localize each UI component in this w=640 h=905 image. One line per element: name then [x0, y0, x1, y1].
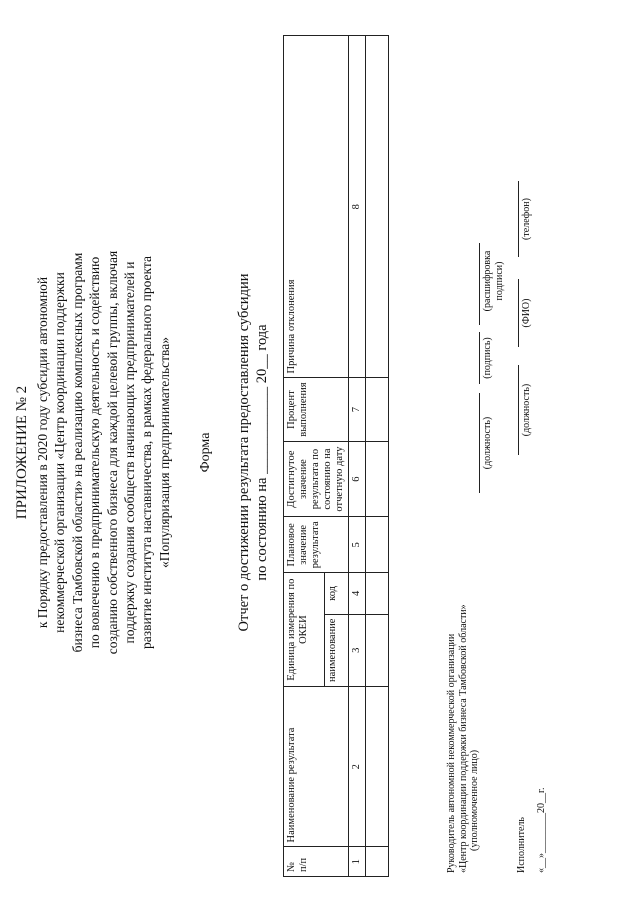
signature-line: [479, 393, 480, 493]
caption-executor-phone: (телефон): [521, 198, 532, 240]
appendix-line: «Популяризация предпринимательства»: [156, 337, 172, 568]
results-table: [283, 35, 389, 877]
head-signature-title: Руководитель автономной некоммерческой организации «Центр координации поддержки бизнеса Тамбовской области» (уполномоченное лицо): [446, 604, 480, 873]
appendix-line: поддержку создания сообществ начинающих предпринимателей и: [122, 261, 138, 644]
report-title: Отчет о достижении результата предоставления субсидии: [236, 273, 252, 632]
signature-line: [479, 332, 480, 384]
report-date-line: по состоянию на ____________ 20__ года: [254, 324, 270, 581]
empty-table-row: [366, 36, 389, 877]
caption-position: (должность): [482, 416, 493, 470]
column-number: 5: [349, 517, 366, 573]
column-number: 7: [349, 378, 366, 441]
caption-signature-decryption: (расшифровка подписи): [482, 250, 505, 312]
column-number: 1: [349, 847, 366, 877]
column-number: 8: [349, 36, 366, 378]
appendix-line: к Порядку предоставления в 2020 году субсидии автономной: [35, 276, 50, 629]
column-number: 6: [349, 441, 366, 517]
appendix-line: созданию собственного бизнеса для каждой целевой группы, включая: [104, 250, 120, 655]
appendix-title: ПРИЛОЖЕНИЕ № 2: [14, 385, 30, 520]
header-reason: Причина отклонения: [284, 36, 349, 378]
header-unit-code: код: [324, 573, 348, 614]
header-name: Наименование результата: [284, 686, 349, 846]
caption-signature: (подпись): [482, 337, 493, 379]
column-number: 2: [349, 686, 366, 846]
header-row: [284, 36, 325, 877]
header-achieved: Достигнутое значение результата по состоянию на отчетную дату: [284, 441, 349, 517]
executor-label: Исполнитель: [516, 817, 527, 873]
header-planned: Плановое значение результата: [284, 517, 349, 573]
signature-line: [479, 243, 480, 325]
column-number: 3: [349, 614, 366, 686]
appendix-line: развитие института наставничества, в рамках федерального проекта: [139, 256, 155, 649]
column-number-row: [349, 36, 366, 877]
header-unit-name: наименование: [324, 614, 348, 686]
appendix-line: бизнеса Тамбовской области» на реализацию комплексных программ: [69, 252, 85, 653]
appendix-text: [34, 150, 173, 755]
executor-line: [518, 365, 519, 455]
header-num: № п/п: [284, 847, 349, 877]
caption-executor-position: (должность): [521, 383, 532, 437]
header-unit: Единица измерения по ОКЕИ: [284, 573, 325, 687]
header-percent: Процент выполнения: [284, 378, 349, 441]
form-label: Форма: [198, 432, 213, 473]
executor-line: [518, 279, 519, 347]
signature-date-line: «__»________20__г.: [536, 787, 547, 873]
appendix-line: некоммерческой организации «Центр координации поддержки: [52, 272, 68, 633]
executor-line: [518, 181, 519, 257]
column-number: 4: [349, 573, 366, 614]
appendix-line: по вовлечению в предпринимательскую деятельность и содействию: [87, 256, 103, 649]
caption-executor-name: (ФИО): [521, 298, 532, 328]
